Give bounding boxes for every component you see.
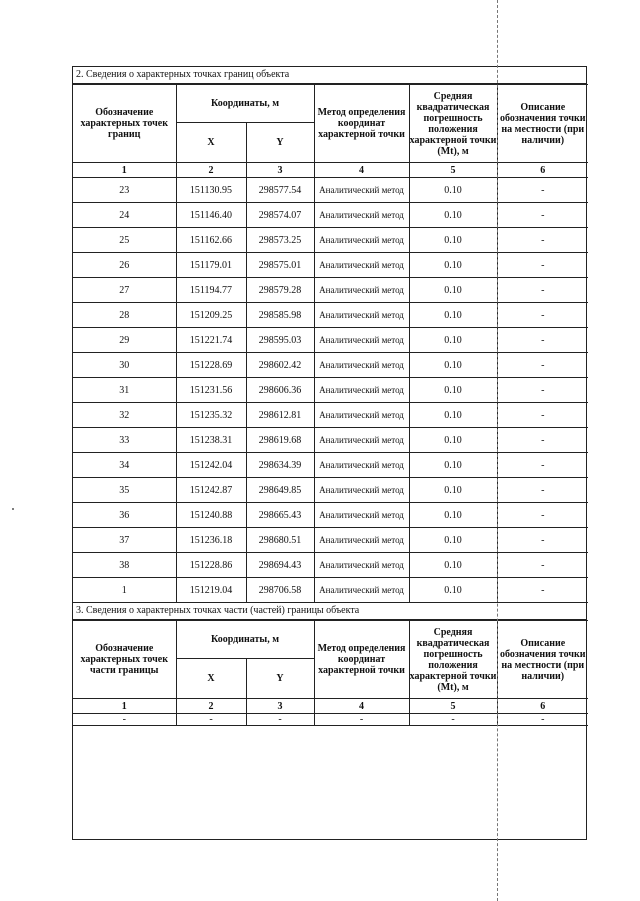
cell-coord-x: 151228.69: [176, 353, 246, 378]
table-row: [73, 228, 588, 253]
cell-point-id: 37: [73, 528, 176, 553]
cell-description: -: [497, 203, 588, 228]
cell-coord-y: 298706.58: [246, 578, 314, 603]
cell-method: Аналитический метод: [314, 428, 409, 453]
cell-coord-y: 298602.42: [246, 353, 314, 378]
cell-coord-y: 298606.36: [246, 378, 314, 403]
col-number: 2: [176, 699, 246, 714]
cell-accuracy: 0.10: [409, 378, 497, 403]
cell-point-id: 33: [73, 428, 176, 453]
cell-point-id: 36: [73, 503, 176, 528]
table-row: [73, 253, 588, 278]
table-row: [73, 478, 588, 503]
table-row: [73, 553, 588, 578]
cell-method: Аналитический метод: [314, 553, 409, 578]
cell-coord-x: 151238.31: [176, 428, 246, 453]
header-x: X: [176, 659, 246, 699]
table-row: [73, 528, 588, 553]
header-method: Метод определения координат характерной точки: [314, 85, 409, 163]
header-x: X: [176, 123, 246, 163]
cell-description: -: [497, 278, 588, 303]
cell-description: -: [497, 428, 588, 453]
cell-accuracy: 0.10: [409, 328, 497, 353]
cell-coord-y: 298579.28: [246, 278, 314, 303]
col-number: 4: [314, 163, 409, 178]
col-number: 5: [409, 163, 497, 178]
table-row: [73, 378, 588, 403]
cell-method: Аналитический метод: [314, 253, 409, 278]
header-y: Y: [246, 659, 314, 699]
cell-coord-x: 151209.25: [176, 303, 246, 328]
cell-accuracy: 0.10: [409, 203, 497, 228]
cell-accuracy: 0.10: [409, 403, 497, 428]
cell-coord-x: 151194.77: [176, 278, 246, 303]
header-coordinates: Координаты, м: [176, 621, 314, 659]
col-number: 4: [314, 699, 409, 714]
header-y: Y: [246, 123, 314, 163]
section2-rows: [73, 178, 588, 603]
table-row: [73, 428, 588, 453]
col-number: 6: [497, 699, 588, 714]
cell-coord-x: 151240.88: [176, 503, 246, 528]
cell-method: Аналитический метод: [314, 203, 409, 228]
cell-coord-x: 151235.32: [176, 403, 246, 428]
cell-coord-x: 151228.86: [176, 553, 246, 578]
cell-coord-y: 298649.85: [246, 478, 314, 503]
cell-coord-x: 151130.95: [176, 178, 246, 203]
cell-method: Аналитический метод: [314, 403, 409, 428]
cell-coord-y: 298680.51: [246, 528, 314, 553]
table-row: [73, 328, 588, 353]
header-description: Описание обозначения точки на местности (при наличии): [497, 85, 588, 163]
cell-coord-y: 298665.43: [246, 503, 314, 528]
cell-method: -: [314, 714, 409, 726]
cell-coord-x: 151236.18: [176, 528, 246, 553]
cell-method: Аналитический метод: [314, 503, 409, 528]
col-number: 6: [497, 163, 588, 178]
cell-coord-y: 298595.03: [246, 328, 314, 353]
cell-coord-y: 298619.68: [246, 428, 314, 453]
section2-table: [73, 84, 588, 603]
table-row: [73, 203, 588, 228]
table-row: [73, 403, 588, 428]
table-row: [73, 353, 588, 378]
cell-method: Аналитический метод: [314, 578, 409, 603]
cell-method: Аналитический метод: [314, 228, 409, 253]
cell-point-id: 32: [73, 403, 176, 428]
section3-title: 3. Сведения о характерных точках части (частей) границы объекта: [73, 603, 586, 620]
cell-accuracy: 0.10: [409, 428, 497, 453]
scan-speck: [12, 508, 14, 510]
cell-coord-y: 298574.07: [246, 203, 314, 228]
header-coordinates: Координаты, м: [176, 85, 314, 123]
section2-title: 2. Сведения о характерных точках границ объекта: [73, 67, 586, 84]
cell-coord-x: 151221.74: [176, 328, 246, 353]
cell-description: -: [497, 253, 588, 278]
cell-coord-y: 298612.81: [246, 403, 314, 428]
cell-accuracy: 0.10: [409, 303, 497, 328]
cell-point-id: 38: [73, 553, 176, 578]
cell-method: Аналитический метод: [314, 278, 409, 303]
cell-accuracy: 0.10: [409, 253, 497, 278]
cell-accuracy: 0.10: [409, 478, 497, 503]
scan-fold-line: [497, 0, 498, 901]
cell-coord-y: 298577.54: [246, 178, 314, 203]
cell-coord-y: -: [246, 714, 314, 726]
cell-accuracy: 0.10: [409, 353, 497, 378]
cell-point-id: -: [73, 714, 176, 726]
col-number: 1: [73, 699, 176, 714]
cell-method: Аналитический метод: [314, 453, 409, 478]
cell-coord-x: 151179.01: [176, 253, 246, 278]
header-method: Метод определения координат характерной точки: [314, 621, 409, 699]
header-accuracy: Средняя квадратическая погрешность положения характерной точки (Mt), м: [409, 85, 497, 163]
header-designation: Обозначение характерных точек границ: [73, 85, 176, 163]
cell-point-id: 28: [73, 303, 176, 328]
cell-point-id: 27: [73, 278, 176, 303]
cell-description: -: [497, 178, 588, 203]
cell-coord-x: 151162.66: [176, 228, 246, 253]
cell-accuracy: 0.10: [409, 278, 497, 303]
cell-description: -: [497, 478, 588, 503]
cell-coord-y: 298575.01: [246, 253, 314, 278]
cell-description: -: [497, 228, 588, 253]
cell-point-id: 25: [73, 228, 176, 253]
section3-table: [73, 620, 588, 726]
cell-description: -: [497, 403, 588, 428]
table-row: [73, 303, 588, 328]
cell-method: Аналитический метод: [314, 303, 409, 328]
cell-coord-y: 298634.39: [246, 453, 314, 478]
cell-point-id: 24: [73, 203, 176, 228]
cell-accuracy: 0.10: [409, 503, 497, 528]
cell-accuracy: 0.10: [409, 528, 497, 553]
section3-rows: [73, 714, 588, 726]
col-number: 2: [176, 163, 246, 178]
cell-coord-y: 298573.25: [246, 228, 314, 253]
cell-description: -: [497, 303, 588, 328]
cell-point-id: 30: [73, 353, 176, 378]
cell-accuracy: -: [409, 714, 497, 726]
cell-description: -: [497, 378, 588, 403]
cell-point-id: 31: [73, 378, 176, 403]
cell-description: -: [497, 453, 588, 478]
cell-coord-y: 298694.43: [246, 553, 314, 578]
col-number: 3: [246, 699, 314, 714]
cell-point-id: 34: [73, 453, 176, 478]
cell-point-id: 29: [73, 328, 176, 353]
cell-method: Аналитический метод: [314, 353, 409, 378]
cell-coord-x: -: [176, 714, 246, 726]
cell-accuracy: 0.10: [409, 553, 497, 578]
cell-point-id: 35: [73, 478, 176, 503]
cell-method: Аналитический метод: [314, 378, 409, 403]
document-page: [72, 66, 587, 840]
table-row: [73, 453, 588, 478]
header-accuracy: Средняя квадратическая погрешность положения характерной точки (Mt), м: [409, 621, 497, 699]
cell-description: -: [497, 503, 588, 528]
cell-method: Аналитический метод: [314, 328, 409, 353]
cell-point-id: 26: [73, 253, 176, 278]
col-number: 3: [246, 163, 314, 178]
cell-accuracy: 0.10: [409, 228, 497, 253]
header-description: Описание обозначения точки на местности (при наличии): [497, 621, 588, 699]
table-row: [73, 178, 588, 203]
cell-description: -: [497, 578, 588, 603]
cell-coord-x: 151242.04: [176, 453, 246, 478]
cell-coord-x: 151219.04: [176, 578, 246, 603]
cell-accuracy: 0.10: [409, 178, 497, 203]
cell-coord-y: 298585.98: [246, 303, 314, 328]
table-row: [73, 714, 588, 726]
table-row: [73, 578, 588, 603]
cell-description: -: [497, 714, 588, 726]
cell-description: -: [497, 353, 588, 378]
cell-coord-x: 151231.56: [176, 378, 246, 403]
table-row: [73, 503, 588, 528]
cell-method: Аналитический метод: [314, 528, 409, 553]
cell-description: -: [497, 553, 588, 578]
cell-coord-x: 151242.87: [176, 478, 246, 503]
col-number: 1: [73, 163, 176, 178]
cell-accuracy: 0.10: [409, 578, 497, 603]
cell-accuracy: 0.10: [409, 453, 497, 478]
cell-method: Аналитический метод: [314, 178, 409, 203]
cell-description: -: [497, 328, 588, 353]
header-designation: Обозначение характерных точек части границы: [73, 621, 176, 699]
cell-point-id: 1: [73, 578, 176, 603]
cell-point-id: 23: [73, 178, 176, 203]
cell-method: Аналитический метод: [314, 478, 409, 503]
cell-coord-x: 151146.40: [176, 203, 246, 228]
cell-description: -: [497, 528, 588, 553]
col-number: 5: [409, 699, 497, 714]
table-row: [73, 278, 588, 303]
